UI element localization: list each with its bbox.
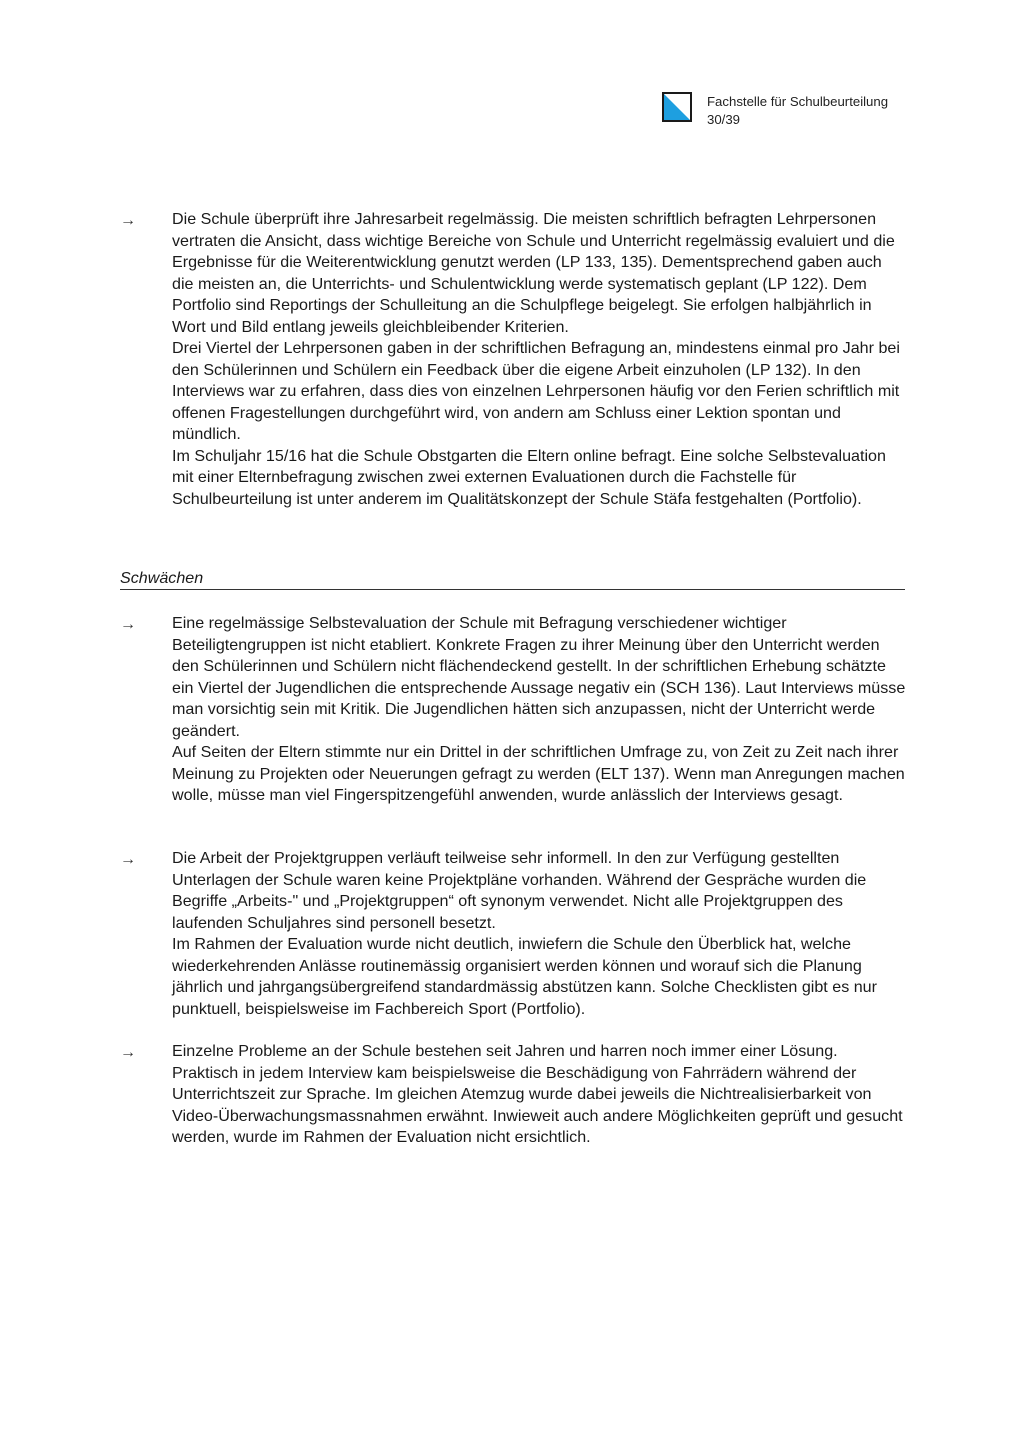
arrow-bullet-icon: → [120,616,136,633]
paragraph: Im Rahmen der Evaluation wurde nicht deutlich, inwiefern die Schule den Überblick hat, welche wiederkehrenden Anlässe routinemässig organisiert werden können und worauf sich die Planung jährlich und jahrgangsübergreifend standardmässig abstützen kann. Solche Checklisten gibt es nur punktuell, beispielsweise im Fachbereich Sport (Portfolio). [172,935,877,1018]
item-text [172,613,907,807]
item-text [172,209,907,510]
arrow-bullet-icon: → [120,851,136,868]
canton-zurich-logo-icon [662,92,692,122]
paragraph: Eine regelmässige Selbstevaluation der Schule mit Befragung verschiedener wichtiger Beteiligtengruppen ist nicht etabliert. Konkrete Fragen zu ihrer Meinung über den Unterricht werden den Schülerinnen und Schülern nicht flächendeckend gestellt. In der schriftlichen Erhebung schätzte ein Viertel der Jugendlichen die entsprechende Aussage negativ ein (SCH 136). Laut Interviews müsse man vorsichtig sein mit Kritik. Die Jugendlichen hätten sich anzupassen, nicht der Unterricht werde geändert. [172,614,906,740]
organization-name: Fachstelle für Schulbeurteilung [707,94,889,109]
item-text [172,1041,907,1149]
arrow-bullet-icon: → [120,212,136,229]
page-number: 30/39 [707,112,741,127]
header-text [707,93,888,129]
paragraph: Drei Viertel der Lehrpersonen gaben in der schriftlichen Befragung an, mindestens einmal pro Jahr bei den Schülerinnen und Schülern ein Feedback über die eigene Arbeit einzuholen (LP 132). In den Interviews war zu erfahren, dass dies von einzelnen Lehrpersonen häufig vor den Ferien schriftlich mit offenen Fragestellungen durchgeführt wird, von andern am Schluss einer Lektion spontan und mündlich. [172,339,900,443]
paragraph: Die Arbeit der Projektgruppen verläuft teilweise sehr informell. In den zur Verfügung gestellten Unterlagen der Schule waren keine Projektpläne vorhanden. Während der Gespräche wurden die Begriffe „Arbeits-" und „Projektgruppen“ oft synonym verwendet. Nicht alle Projektgruppen des laufenden Schuljahres sind personell besetzt. [172,849,867,932]
paragraph: Auf Seiten der Eltern stimmte nur ein Drittel in der schriftlichen Umfrage zu, von Zeit zu Zeit nach ihrer Meinung zu Projekten oder Neuerungen gefragt zu werden (ELT 137). Wenn man Anregungen machen wolle, müsse man viel Fingerspitzengefühl anwenden, wurde anlässlich der Interviews gesagt. [172,743,905,804]
arrow-bullet-icon: → [120,1044,136,1061]
paragraph: Einzelne Probleme an der Schule bestehen seit Jahren und harren noch immer einer Lösung. Praktisch in jedem Interview kam beispielsweise die Beschädigung von Fahrrädern während der Unterrichtszeit zur Sprache. Im gleichen Atemzug wurde dabei jeweils die Nichtrealisierbarkeit von Video-Überwachungsmassnahmen erwähnt. Inwieweit auch andere Möglichkeiten geprüft und gesucht werden, wurde im Rahmen der Evaluation nicht ersichtlich. [172,1042,903,1146]
section-heading-weaknesses: Schwächen [120,568,905,590]
item-text [172,848,907,1020]
paragraph: Im Schuljahr 15/16 hat die Schule Obstgarten die Eltern online befragt. Eine solche Selbstevaluation mit einer Elternbefragung zwischen zwei externen Evaluationen durch die Fachstelle für Schulbeurteilung ist unter anderem im Qualitätskonzept der Schule Stäfa festgehalten (Portfolio). [172,446,886,508]
paragraph: Die Schule überprüft ihre Jahresarbeit regelmässig. Die meisten schriftlich befragten Lehrpersonen vertraten die Ansicht, dass wichtige Bereiche von Schule und Unterricht regelmässig evaluiert und die Ergebnisse für die Weiterentwicklung genutzt werden (LP 133, 135). Dementsprechend gaben auch die meisten an, die Unterrichts- und Schulentwicklung werde systematisch geplant (LP 122). Dem Portfolio sind Reportings der Schulleitung an die Schulpflege beigelegt. Sie erfolgen halbjährlich in Wort und Bild entlang jeweils gleichbleibender Kriterien. [172,210,895,336]
